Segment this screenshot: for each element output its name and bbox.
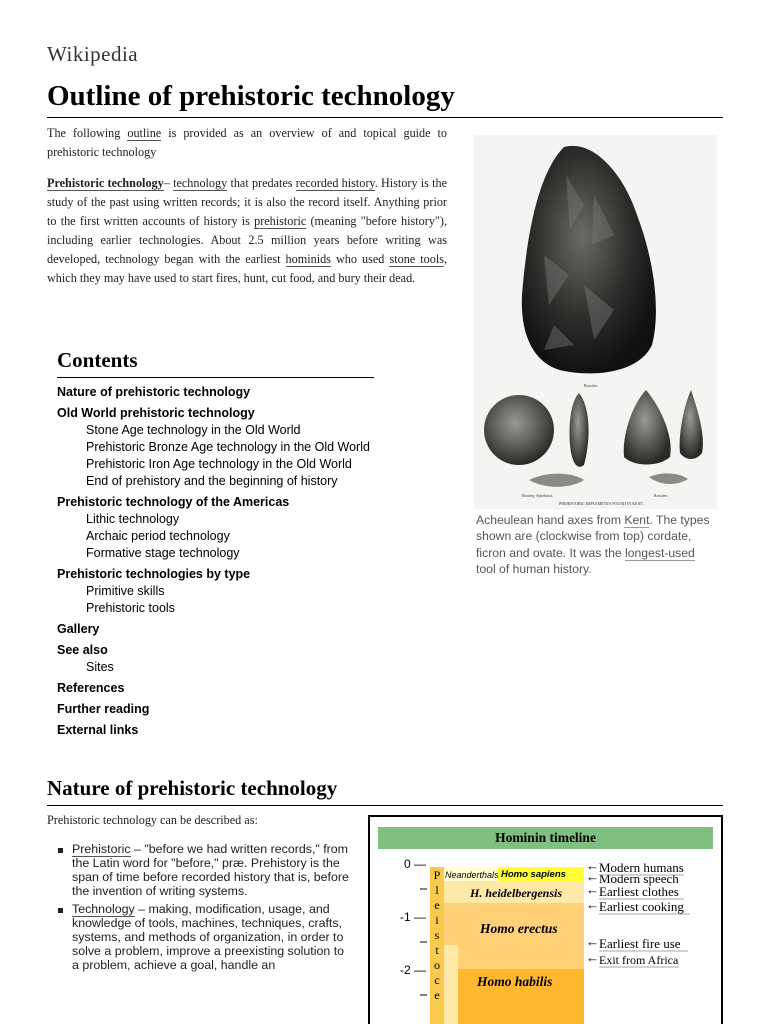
hominin-timeline — [368, 815, 723, 1024]
event-label: Exit from Africa — [599, 953, 679, 967]
timeline-graphic — [370, 817, 723, 1024]
toc-subitem[interactable]: Formative stage technology — [86, 546, 240, 560]
epoch-letter: P — [433, 868, 441, 882]
svg-text:PREHISTORIC IMPLEMENTS FOUND I: PREHISTORIC IMPLEMENTS FOUND IN KENT. — [559, 501, 644, 506]
outline-link[interactable]: outline — [127, 126, 162, 140]
technology-definition-link[interactable]: Technology — [72, 902, 135, 916]
event-label: Earliest clothes — [599, 884, 679, 899]
definition-text: – "before we had written records," from the Latin word for "before," præ. Prehistory is the span of time before recorded history that is, before the invention of writing systems. — [72, 842, 349, 898]
hand-axes-image[interactable] — [474, 135, 717, 509]
epoch-letter: i — [435, 913, 439, 927]
toc-item[interactable]: External links — [57, 723, 139, 737]
toc-list — [57, 384, 387, 739]
prehistoric-link[interactable]: prehistoric — [254, 214, 307, 228]
intro-paragraph-2 — [47, 174, 447, 288]
tick-label: -2 — — [400, 963, 427, 977]
event-arrow-icon: ← — [586, 934, 599, 949]
intro-paragraph-1 — [47, 124, 447, 162]
caption-text: tool of human history. — [476, 561, 592, 576]
intro-text-span: (meaning "before history"), including earlier technologies. About 2.5 million years before writing was developed, technology began with the earliest — [47, 214, 447, 266]
svg-text:Bowley, Sykehurst.: Bowley, Sykehurst. — [522, 493, 554, 498]
table-of-contents — [57, 348, 387, 739]
epoch-letter: c — [434, 973, 440, 987]
technology-link[interactable]: technology — [173, 176, 228, 190]
event-label: Earliest cooking — [599, 899, 684, 914]
epoch-letter: t — [435, 943, 439, 957]
intro-text-span: is provided as an overview of and topical guide to prehistoric technology — [47, 126, 448, 159]
intro-text-span: that predates — [230, 176, 293, 190]
toc-subitem[interactable]: Prehistoric tools — [86, 601, 175, 615]
hand-axes-illustration — [474, 135, 717, 509]
toc-subitem[interactable]: Prehistoric Bronze Age technology in the Old World — [86, 440, 370, 454]
toc-item[interactable]: References — [57, 681, 125, 695]
longest-used-link[interactable]: longest-used — [625, 545, 695, 560]
toc-title: Contents — [57, 348, 374, 378]
epoch-letter: e — [434, 988, 440, 1002]
toc-subitem[interactable]: Primitive skills — [86, 584, 165, 598]
toc-item[interactable]: Gallery — [57, 622, 100, 636]
toc-subitem[interactable]: Archaic period technology — [86, 529, 230, 543]
hominids-link[interactable]: hominids — [285, 252, 331, 266]
species-label-erectus: Homo erectus — [480, 921, 558, 936]
species-label-neanderthals: Neanderthals — [445, 870, 499, 880]
species-label-sapiens: Homo sapiens — [501, 869, 566, 880]
event-label: Modern humans — [599, 860, 684, 875]
figure-caption — [474, 512, 717, 577]
event-arrow-icon: ← — [586, 897, 599, 912]
dash: – — [163, 176, 170, 190]
toc-item[interactable]: Further reading — [57, 702, 150, 716]
tick-label: -1 — — [400, 910, 427, 924]
epoch-letter: s — [434, 928, 440, 942]
list-item — [57, 842, 349, 898]
section-intro: Prehistoric technology can be described as: — [47, 813, 258, 827]
recorded-history-link[interactable]: recorded history — [295, 176, 375, 190]
definition-list — [57, 842, 349, 976]
intro-text-span: The following — [47, 126, 121, 140]
prehistoric-definition-link[interactable]: Prehistoric — [72, 842, 131, 856]
page-title: Outline of prehistoric technology — [47, 78, 723, 118]
event-label: Modern speech — [599, 871, 679, 886]
toc-item[interactable]: Prehistoric technology of the Americas — [57, 495, 290, 509]
toc-subitem[interactable]: Prehistoric Iron Age technology in the Old World — [86, 457, 352, 471]
toc-subitem[interactable]: End of prehistory and the beginning of history — [86, 474, 338, 488]
toc-subitem[interactable]: Stone Age technology in the Old World — [86, 423, 301, 437]
section-title: Nature of prehistoric technology — [47, 774, 723, 806]
event-arrow-icon: ← — [586, 882, 599, 897]
toc-item[interactable]: Old World prehistoric technology — [57, 406, 255, 420]
epoch-letter: o — [434, 958, 440, 972]
definition-text: – making, modification, usage, and knowledge of tools, machines, techniques, crafts, systems, and methods of organization, in order to solve a problem, improve a preexisting solution to a problem, achieve a goal, handle an — [72, 902, 345, 972]
intro-text-span: who used — [336, 252, 385, 266]
list-item — [57, 902, 349, 972]
intro-text — [47, 124, 447, 300]
species-band — [444, 945, 458, 1024]
stone-tools-link[interactable]: stone tools — [389, 252, 444, 266]
toc-subitem[interactable]: Sites — [86, 660, 114, 674]
event-arrow-icon: ← — [586, 950, 599, 965]
toc-item[interactable]: See also — [57, 643, 108, 657]
caption-text: . The types shown are (clockwise from top) cordate, ficron and ovate. It was the — [476, 513, 710, 560]
svg-text:Rossiter.: Rossiter. — [584, 383, 598, 388]
toc-item[interactable]: Nature of prehistoric technology — [57, 385, 251, 399]
timeline-title: Hominin timeline — [378, 827, 713, 849]
event-arrow-icon: ← — [586, 869, 599, 884]
toc-subitem[interactable]: Lithic technology — [86, 512, 180, 526]
prehistoric-technology-link[interactable]: Prehistoric technology — [47, 176, 164, 190]
species-label-habilis: Homo habilis — [477, 974, 553, 989]
event-label: Earliest fire use — [599, 936, 681, 951]
kent-link[interactable]: Kent — [624, 513, 650, 527]
caption-text: Acheulean hand axes from — [476, 513, 621, 527]
species-label-heidelbergensis: H. heidelbergensis — [470, 886, 562, 900]
tick-label: 0 — — [404, 857, 427, 871]
wikipedia-wordmark[interactable]: Wikipedia — [47, 42, 139, 66]
svg-text:Rossiter.: Rossiter. — [654, 493, 668, 498]
toc-item[interactable]: Prehistoric technologies by type — [57, 567, 251, 581]
epoch-letter: e — [434, 898, 440, 912]
hand-axes-figure — [474, 135, 717, 577]
epoch-letter: l — [435, 883, 439, 897]
intro-text-span: , which they may have used to start fires, hunt, cut food, and bury their dead. — [47, 252, 448, 285]
intro-text-span: . History is the study of the past using written records; it is also the record itself. Anything prior to the first written accounts of history is — [47, 176, 448, 228]
event-arrow-icon: ← — [586, 858, 599, 873]
